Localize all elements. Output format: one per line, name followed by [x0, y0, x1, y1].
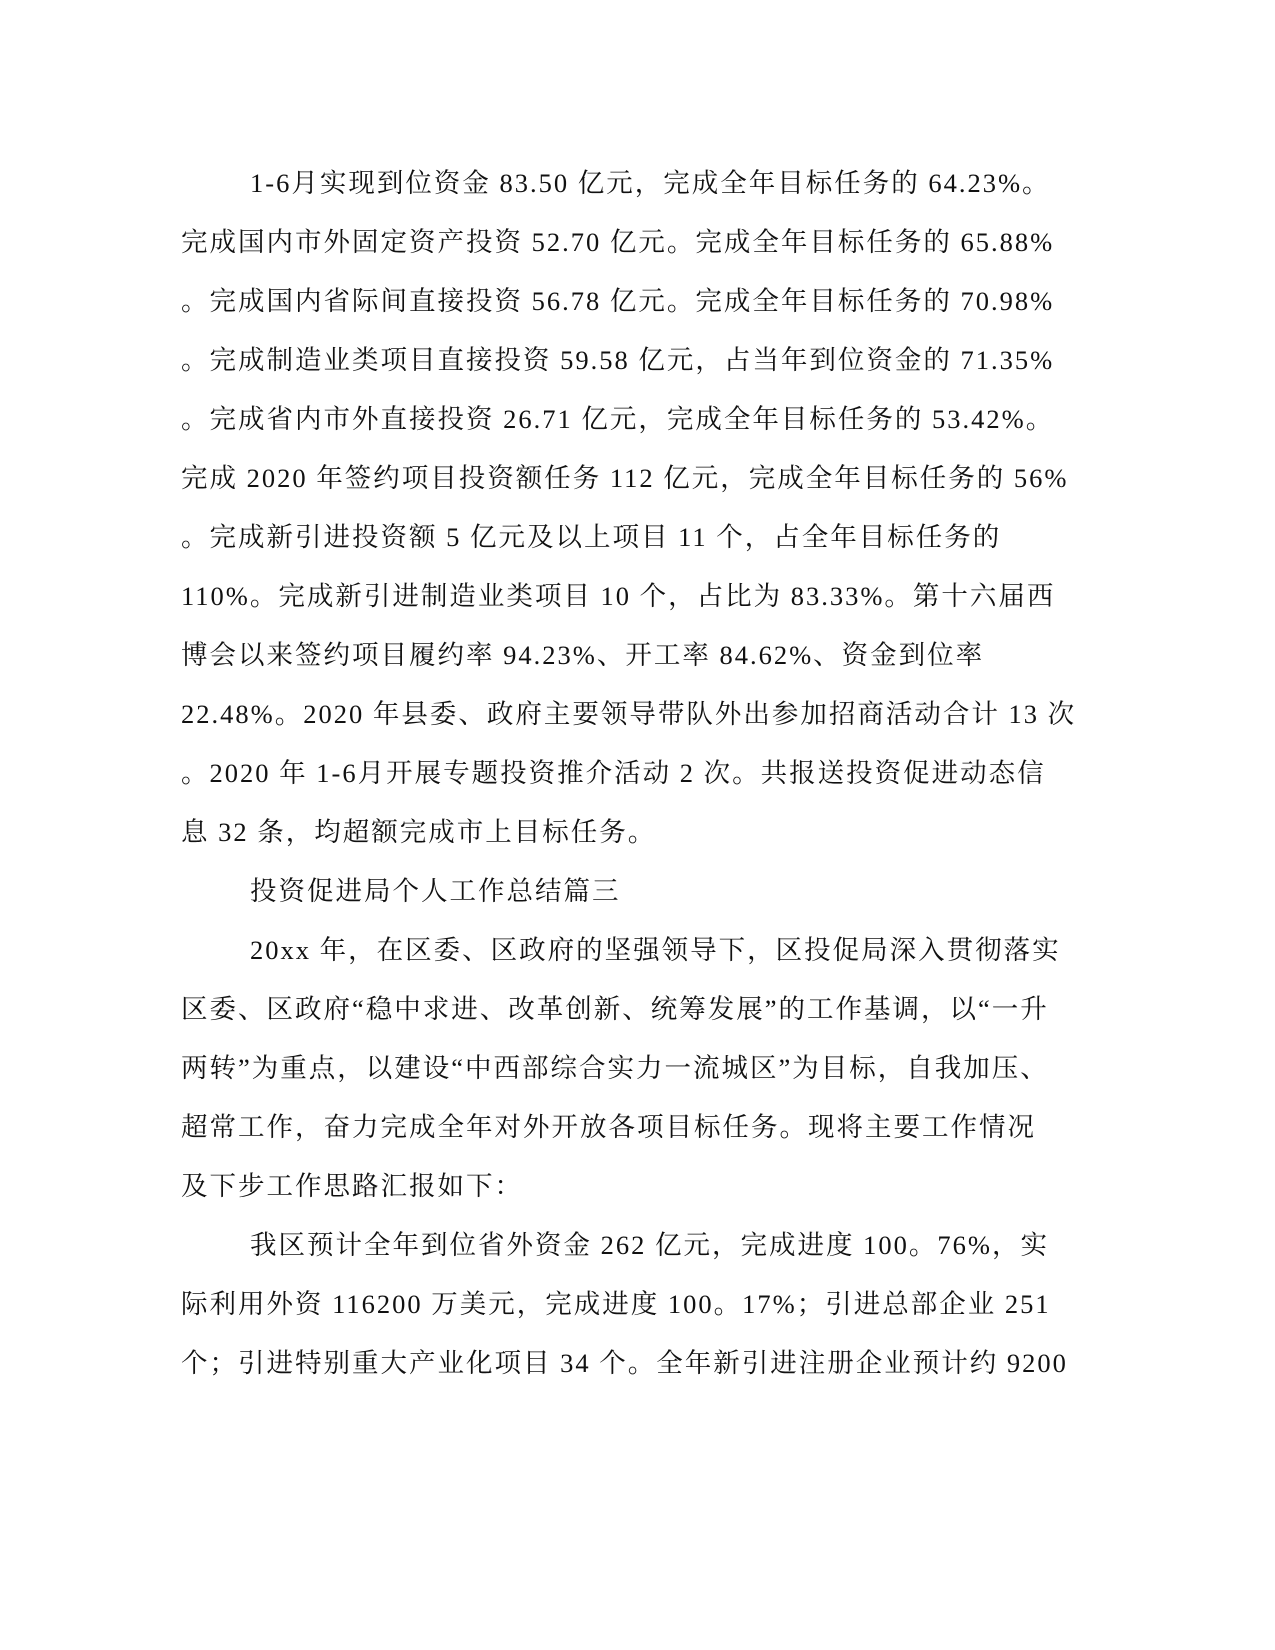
text-line-4: 。完成制造业类项目直接投资 59.58 亿元，占当年到位资金的 71.35% [181, 345, 1055, 375]
text-line-8: 110%。完成新引进制造业类项目 10 个，占比为 83.33%。第十六届西 [181, 581, 1056, 611]
section-heading: 投资促进局个人工作总结篇三 [250, 876, 621, 906]
text-line-7: 。完成新引进投资额 5 亿元及以上项目 11 个，占全年目标任务的 [181, 522, 1002, 552]
text-line-18: 及下步工作思路汇报如下： [181, 1171, 523, 1201]
text-line-15: 区委、区政府“稳中求进、改革创新、统筹发展”的工作基调，以“一升 [181, 994, 1049, 1024]
text-line-3: 。完成国内省际间直接投资 56.78 亿元。完成全年目标任务的 70.98% [181, 286, 1055, 316]
text-line-14: 20xx 年，在区委、区政府的坚强领导下，区投促局深入贯彻落实 [250, 935, 1061, 965]
text-line-9: 博会以来签约项目履约率 94.23%、开工率 84.62%、资金到位率 [181, 640, 985, 670]
text-line-20: 际利用外资 116200 万美元，完成进度 100。17%；引进总部企业 251 [181, 1289, 1051, 1319]
text-line-17: 超常工作，奋力完成全年对外开放各项目标任务。现将主要工作情况 [181, 1112, 1036, 1142]
text-line-2: 完成国内市外固定资产投资 52.70 亿元。完成全年目标任务的 65.88% [181, 227, 1055, 257]
text-line-19: 我区预计全年到位省外资金 262 亿元，完成进度 100。76%，实 [250, 1230, 1049, 1260]
text-line-1: 1-6月实现到位资金 83.50 亿元，完成全年目标任务的 64.23%。 [250, 168, 1051, 198]
text-line-21: 个；引进特别重大产业化项目 34 个。全年新引进注册企业预计约 9200 [181, 1348, 1068, 1378]
text-line-6: 完成 2020 年签约项目投资额任务 112 亿元，完成全年目标任务的 56% [181, 463, 1069, 493]
text-line-16: 两转”为重点，以建设“中西部综合实力一流城区”为目标，自我加压、 [181, 1053, 1049, 1083]
text-line-5: 。完成省内市外直接投资 26.71 亿元，完成全年目标任务的 53.42%。 [181, 404, 1055, 434]
text-line-10: 22.48%。2020 年县委、政府主要领导带队外出参加招商活动合计 13 次 [181, 699, 1077, 729]
text-line-11: 。2020 年 1-6月开展专题投资推介活动 2 次。共报送投资促进动态信 [181, 758, 1046, 788]
text-line-12: 息 32 条，均超额完成市上目标任务。 [181, 817, 657, 847]
